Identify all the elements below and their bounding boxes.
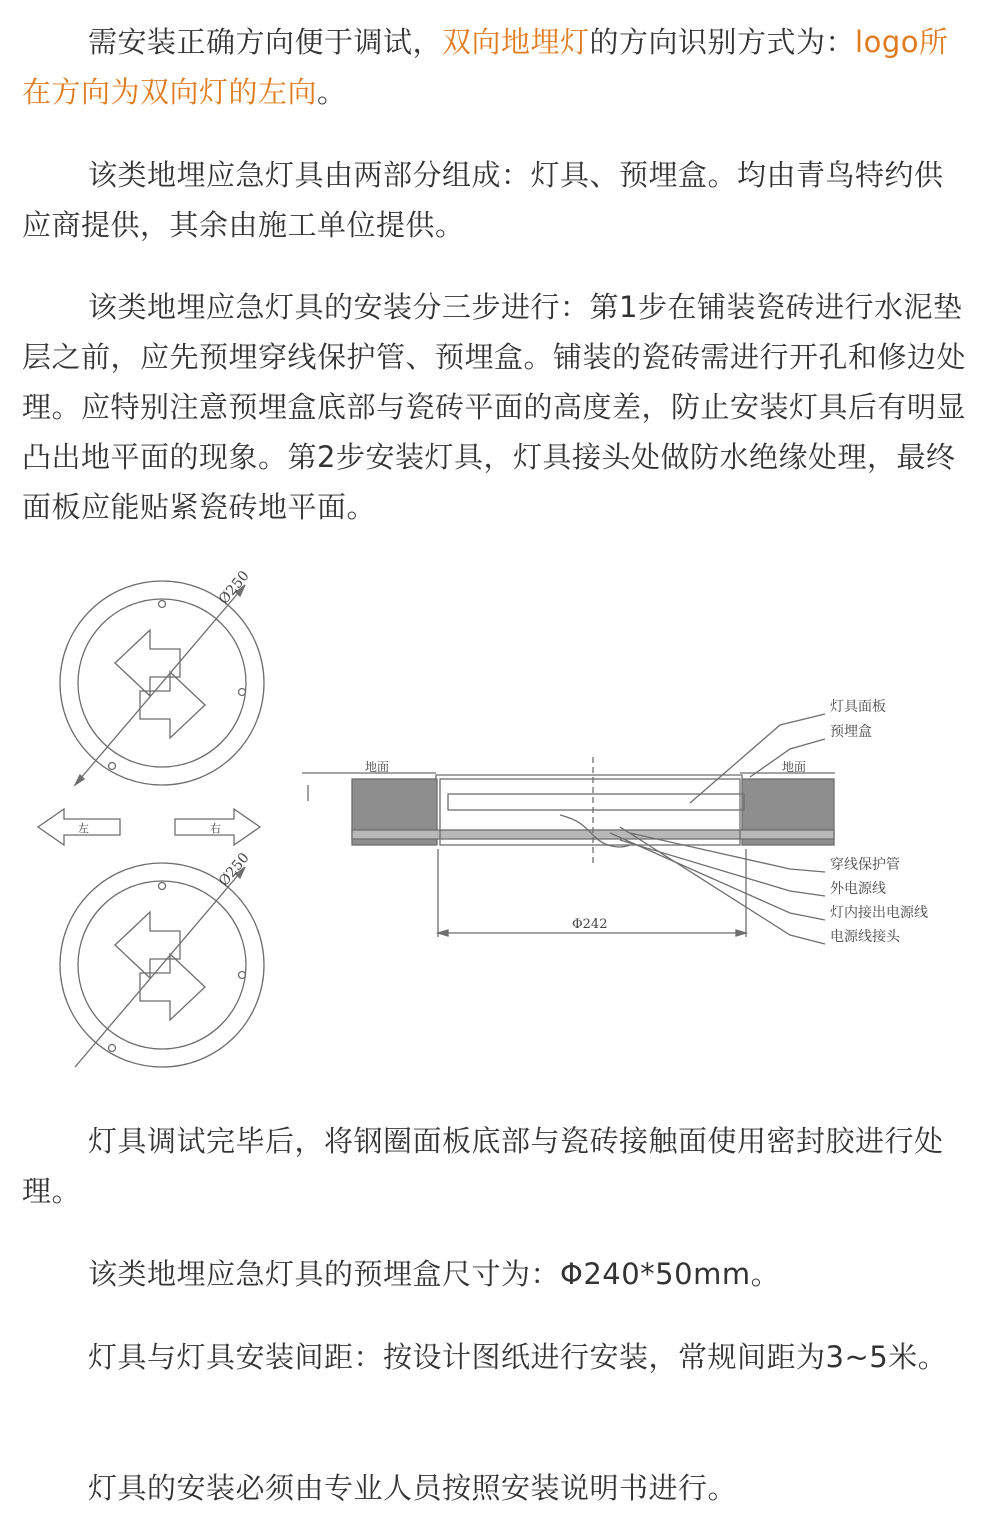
highlight-bidirectional-light: 双向地埋灯 — [442, 25, 590, 59]
ground-label-left: 地面 — [365, 760, 390, 774]
professional-paragraph: 灯具的安装必须由专业人员按照安装说明书进行。 — [88, 1471, 738, 1505]
left-arrow-label: 左 — [78, 822, 89, 835]
steps-line-1: 该类地埋应急灯具的安装分三步进行：第1步在铺装瓷砖进行 — [88, 290, 874, 324]
bottom-diameter-label: Ø250 — [215, 850, 253, 890]
steps-rest: 水泥垫层之前，应先预埋穿线保护管、预埋盒。铺装的瓷砖需进行开孔和修边处理。应特别注意预埋盒底部与瓷砖平面的高度差，防止安装灯具后有明显凸出地平面的现象。第2步安装灯具，灯具接头处做防水绝缘处理，最终面板应能贴紧瓷砖地平面。 — [22, 290, 967, 524]
callout-internal-cable: 灯内接出电源线 — [830, 905, 928, 921]
intro-text-1: 需安装正确方向便于调试， — [88, 25, 443, 59]
sealing-paragraph: 灯具调试完毕后，将钢圈面板底部与瓷砖接触面使用密封胶进行处理。 — [22, 1124, 944, 1208]
callout-cable-joint: 电源线接头 — [830, 929, 900, 945]
top-diameter-label: Ø250 — [215, 568, 253, 608]
callout-panel: 灯具面板 — [830, 699, 886, 715]
callout-embedded-box: 预埋盒 — [830, 724, 872, 740]
intro-paragraph — [22, 17, 972, 117]
ground-label-right: 地面 — [782, 760, 807, 774]
section-view — [302, 714, 835, 944]
installation-diagram — [20, 565, 970, 1075]
box-size-paragraph: 该类地埋应急灯具的预埋盒尺寸为：Φ240*50mm。 — [88, 1257, 781, 1291]
section-width-label: Φ242 — [572, 917, 608, 932]
intro-text-2: 的方向识别方式为： — [589, 25, 856, 59]
spacing-paragraph: 灯具与灯具安装间距：按设计图纸进行安装，常规间距为3~5米。 — [88, 1340, 948, 1374]
bottom-lamp-plan-view — [60, 863, 264, 1067]
highlight-logo-direction: logo所在方向为双向灯的左向 — [22, 25, 949, 109]
right-arrow-label: 右 — [210, 822, 221, 835]
intro-text-3: 。 — [317, 75, 347, 109]
top-lamp-plan-view — [60, 581, 264, 785]
callout-conduit: 穿线保护管 — [830, 857, 900, 873]
steps-paragraph — [22, 282, 972, 532]
callout-external-cable: 外电源线 — [830, 881, 886, 897]
composition-paragraph: 该类地埋应急灯具由两部分组成：灯具、预埋盒。均由青鸟特约供应商提供，其余由施工单位提供。 — [22, 158, 944, 242]
